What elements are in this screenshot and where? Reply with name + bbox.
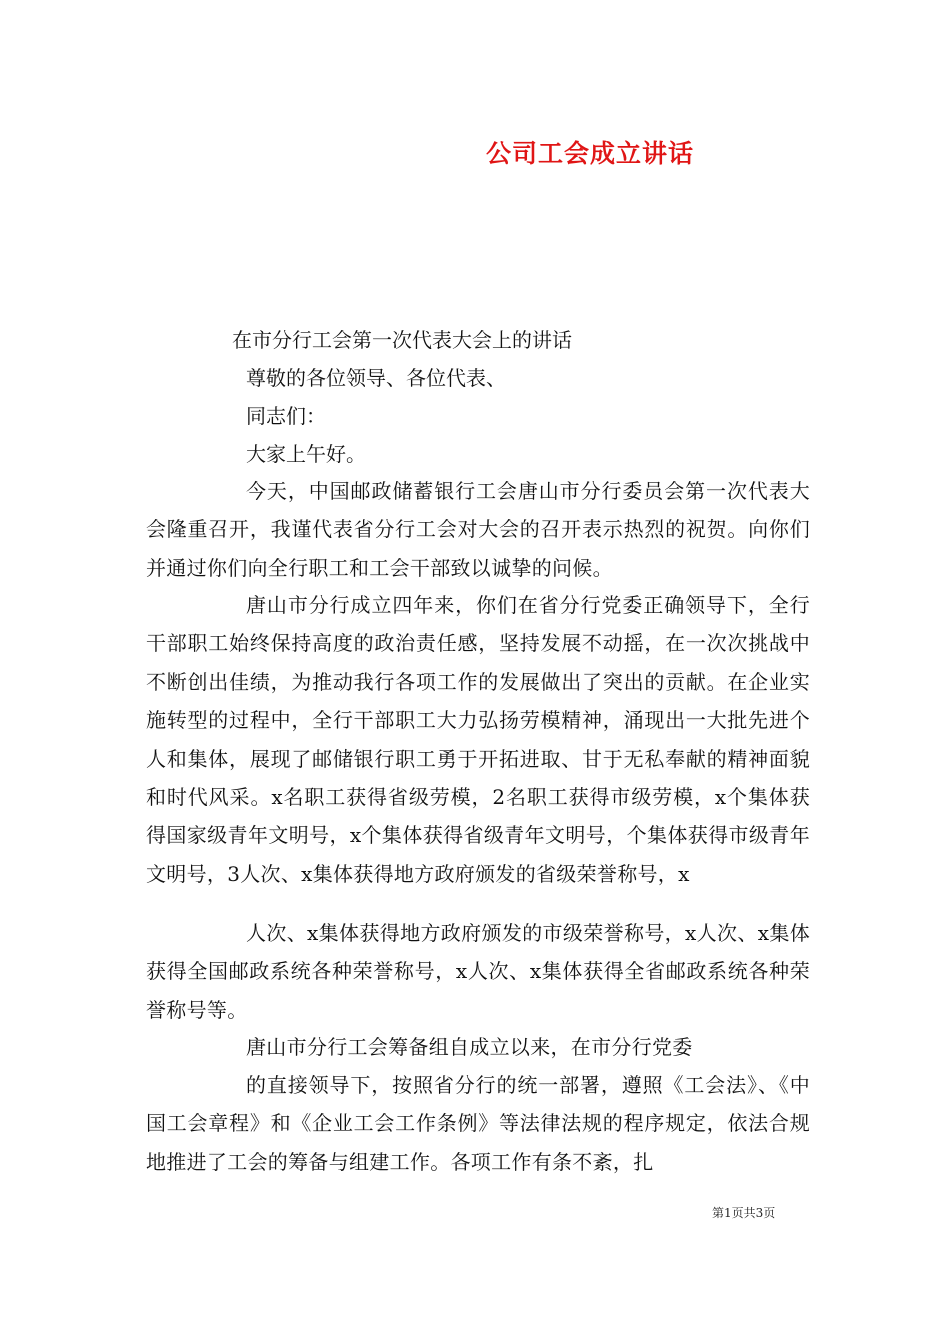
paragraph-honors: 人次、x集体获得地方政府颁发的市级荣誉称号，x人次、x集体获得全国邮政系统各种荣誉称号，x人次、x集体获得全省邮政系统各种荣誉称号等。 [146,921,810,1022]
salutation-line-2: 同志们： [246,404,326,428]
page-number: 第1页共3页 [712,1206,776,1220]
document-title: 公司工会成立讲话 [485,139,694,168]
document-subtitle: 在市分行工会第一次代表大会上的讲话 [232,328,572,352]
paragraph-opening: 今天，中国邮政储蓄银行工会唐山市分行委员会第一次代表大会隆重召开，我谨代表省分行工会对大会的召开表示热烈的祝贺。向你们并通过你们向全行职工和工会干部致以诚挚的问候。 [146,479,810,580]
paragraph-achievements: 唐山市分行成立四年来，你们在省分行党委正确领导下，全行干部职工始终保持高度的政治责任感，坚持发展不动摇，在一次次挑战中不断创出佳绩，为推动我行各项工作的发展做出了突出的贡献。在企业实施转型的过程中，全行干部职工大力弘扬劳模精神，涌现出一大批先进个人和集体，展现了邮储银行职工勇于开拓进取、甘于无私奉献的精神面貌和时代风采。x名职工获得省级劳模，2名职工获得市级劳模，x个集体获得国家级青年文明号，x个集体获得省级青年文明号，个集体获得市级青年文明号，3人次、x集体获得地方政府颁发的省级荣誉称号，x [146,593,810,886]
paragraph-preparation-start: 唐山市分行工会筹备组自成立以来，在市分行党委 [246,1035,693,1059]
greeting-line: 大家上午好。 [246,442,366,466]
salutation-line-1: 尊敬的各位领导、各位代表、 [246,366,506,390]
paragraph-preparation-body: 的直接领导下，按照省分行的统一部署，遵照《工会法》、《中国工会章程》和《企业工会工作条例》等法律法规的程序规定，依法合规地推进了工会的筹备与组建工作。各项工作有条不紊，扎 [146,1073,810,1174]
